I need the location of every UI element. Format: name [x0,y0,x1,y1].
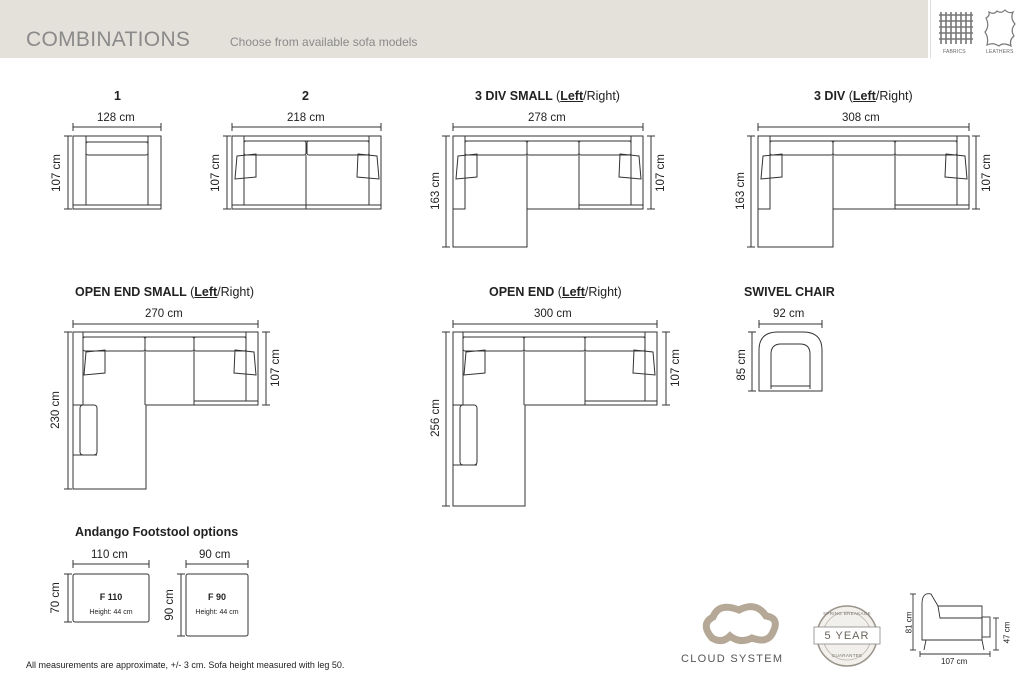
footstool-title: Andango Footstool options [75,525,239,539]
footstool-f90-depth: 90 cm [164,589,176,621]
profile-depth: 107 cm [941,657,968,666]
open-end-small-drawing [64,320,270,489]
page-subtitle: Choose from available sofa models [230,35,418,49]
model-3div-small-depth-right: 107 cm [655,154,667,192]
open-end-label: OPEN END (Left/Right) [489,285,622,299]
open-end-small-depth-left: 230 cm [50,391,62,429]
footstool-f110-width: 110 cm [91,549,128,561]
model-3div-drawing [747,123,980,247]
swivel-chair-label: SWIVEL CHAIR [744,285,835,299]
model-2-label: 2 [302,89,309,103]
cloud-system-name: CLOUD SYSTEM [681,653,784,665]
page-title: COMBINATIONS [26,28,191,51]
leathers-label: LEATHERS [986,49,1014,55]
footstool-f90-height: Height: 44 cm [195,609,239,616]
model-3div-depth-left: 163 cm [735,172,747,210]
model-1-label: 1 [114,89,121,103]
swivel-chair-drawing [748,320,822,391]
model-3div-width: 308 cm [842,112,880,124]
model-2-width: 218 cm [287,112,325,124]
open-end-drawing [442,320,670,506]
cloud-system-logo [706,607,775,641]
profile-height: 81 cm [904,611,914,634]
profile-seat-height: 47 cm [1002,621,1012,644]
swivel-chair-width: 92 cm [773,308,805,320]
cloud-swirl [722,621,768,630]
guarantee-bottom-text: GUARANTEE [831,653,863,658]
model-3div-depth-right: 107 cm [981,154,993,192]
model-3div-small-width: 278 cm [528,112,566,124]
model-3div-small-label: 3 DIV SMALL (Left/Right) [475,89,620,103]
swivel-chair-depth: 85 cm [736,349,748,381]
model-2-drawing [223,123,381,209]
guarantee-main-text: 5 YEAR [824,630,870,642]
model-1-depth: 107 cm [51,154,63,192]
model-1-drawing [64,123,161,209]
model-1-width: 128 cm [97,112,135,124]
open-end-depth-right: 107 cm [670,349,682,387]
open-end-small-width: 270 cm [145,308,183,320]
footstool-f110-depth: 70 cm [50,582,62,614]
footstool-f110-height: Height: 44 cm [89,609,133,616]
footstool-f90-code: F 90 [207,592,226,602]
open-end-depth-left: 256 cm [430,399,442,437]
guarantee-top-text: SPRING BREAKAGE [823,611,871,616]
footstool-f110-code: F 110 [99,592,123,602]
footnote: All measurements are approximate, +/- 3 cm. Sofa height measured with leg 50. [26,660,345,670]
fabrics-label: FABRICS [943,49,966,55]
model-3div-small-depth-left: 163 cm [430,172,442,210]
open-end-small-depth-right: 107 cm [270,349,282,387]
open-end-small-label: OPEN END SMALL (Left/Right) [75,285,254,299]
open-end-width: 300 cm [534,308,572,320]
model-3div-label: 3 DIV (Left/Right) [814,89,913,103]
sofa-profile-drawing [910,594,999,657]
model-3div-small-drawing [442,123,655,247]
model-2-depth: 107 cm [210,154,222,192]
footstool-f90-width: 90 cm [199,549,231,561]
